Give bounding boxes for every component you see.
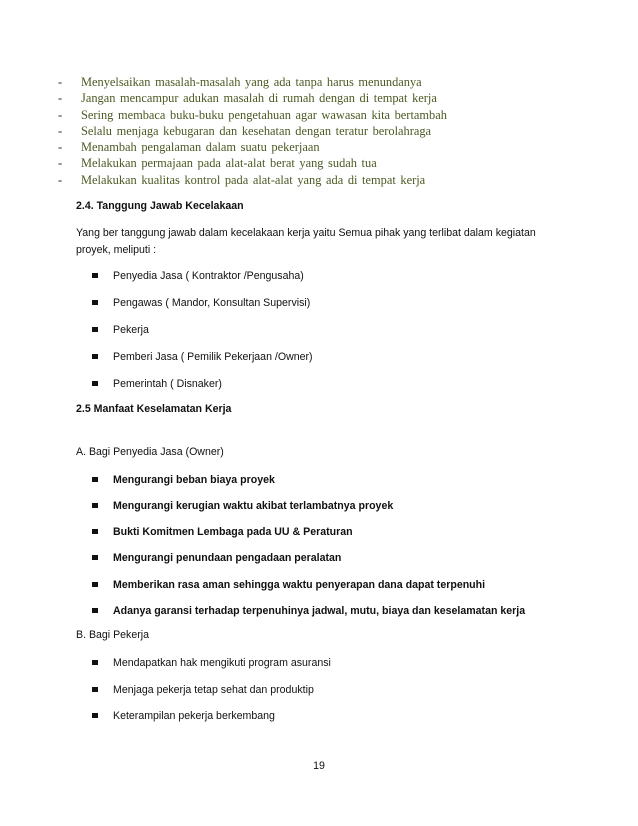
section-heading-2-4: 2.4. Tanggung Jawab Kecelakaan xyxy=(76,200,244,212)
list-item: Penyedia Jasa ( Kontraktor /Pengusaha) xyxy=(92,268,592,284)
list-item: Memberikan rasa aman sehingga waktu penyerapan dana dapat terpenuhi xyxy=(92,577,592,593)
bullet-icon xyxy=(92,300,98,306)
paragraph-line: Yang ber tanggung jawab dalam kecelakaan kerja yaitu Semua pihak yang terlibat dalam kegiatan xyxy=(76,227,536,239)
bullet-icon xyxy=(92,582,98,588)
bullet-icon xyxy=(92,608,98,614)
list-item: Mengurangi beban biaya proyek xyxy=(92,472,592,488)
page-number: 19 xyxy=(313,760,325,772)
dash-marker: - xyxy=(58,172,63,187)
bullet-icon xyxy=(92,555,98,561)
bullet-icon xyxy=(92,687,98,693)
bullet-icon xyxy=(92,381,98,387)
dash-marker: - xyxy=(58,75,63,89)
list-item: Mengurangi kerugian waktu akibat terlambatnya proyek xyxy=(92,498,592,514)
list-item: Mengurangi penundaan pengadaan peralatan xyxy=(92,550,592,566)
list-item: Adanya garansi terhadap terpenuhinya jadwal, mutu, biaya dan keselamatan kerja xyxy=(92,603,592,619)
group-title-b: B. Bagi Pekerja xyxy=(76,629,150,641)
dash-marker: - xyxy=(58,107,63,122)
dash-marker: - xyxy=(58,156,63,171)
section-heading-2-5: 2.5 Manfaat Keselamatan Kerja xyxy=(76,403,232,415)
dash-marker: - xyxy=(58,123,63,138)
list-item: - Jangan mencampur adukan masalah di rumah dengan di tempat kerja xyxy=(58,91,437,106)
list-item: Pemberi Jasa ( Pemilik Pekerjaan /Owner) xyxy=(92,349,592,365)
list-item: - Menambah pengalaman dalam suatu pekerjaan xyxy=(58,140,320,155)
dash-marker: - xyxy=(58,91,63,106)
list-item: Mendapatkan hak mengikuti program asuransi xyxy=(92,655,592,671)
paragraph-line: proyek, meliputi : xyxy=(76,244,157,256)
bullet-icon xyxy=(92,273,98,279)
bullet-icon xyxy=(92,660,98,666)
list-item: - Melakukan permajaan pada alat-alat berat yang sudah tua xyxy=(58,156,377,171)
bullet-icon xyxy=(92,503,98,509)
bullet-icon xyxy=(92,713,98,719)
list-item: Pekerja xyxy=(92,322,592,338)
bullet-icon xyxy=(92,477,98,483)
list-item: - Menyelsaikan masalah-masalah yang ada tanpa harus menundanya xyxy=(58,75,422,89)
dash-list xyxy=(58,74,618,188)
dash-marker: - xyxy=(58,140,63,155)
list-item: Menjaga pekerja tetap sehat dan produktip xyxy=(92,682,592,698)
list-item: Keterampilan pekerja berkembang xyxy=(92,708,592,724)
list-item: - Melakukan kualitas kontrol pada alat-alat yang ada di tempat kerja xyxy=(58,172,426,187)
list-item: - Sering membaca buku-buku pengetahuan agar wawasan kita bertambah xyxy=(58,107,447,122)
list-item: - Selalu menjaga kebugaran dan kesehatan dengan teratur berolahraga xyxy=(58,123,432,138)
bullet-icon xyxy=(92,354,98,360)
bullet-icon xyxy=(92,529,98,535)
list-item: Bukti Komitmen Lembaga pada UU & Peraturan xyxy=(92,524,592,540)
group-title-a: A. Bagi Penyedia Jasa (Owner) xyxy=(76,446,224,458)
bullet-icon xyxy=(92,327,98,333)
list-item: Pemerintah ( Disnaker) xyxy=(92,376,592,392)
list-item: Pengawas ( Mandor, Konsultan Supervisi) xyxy=(92,295,592,311)
